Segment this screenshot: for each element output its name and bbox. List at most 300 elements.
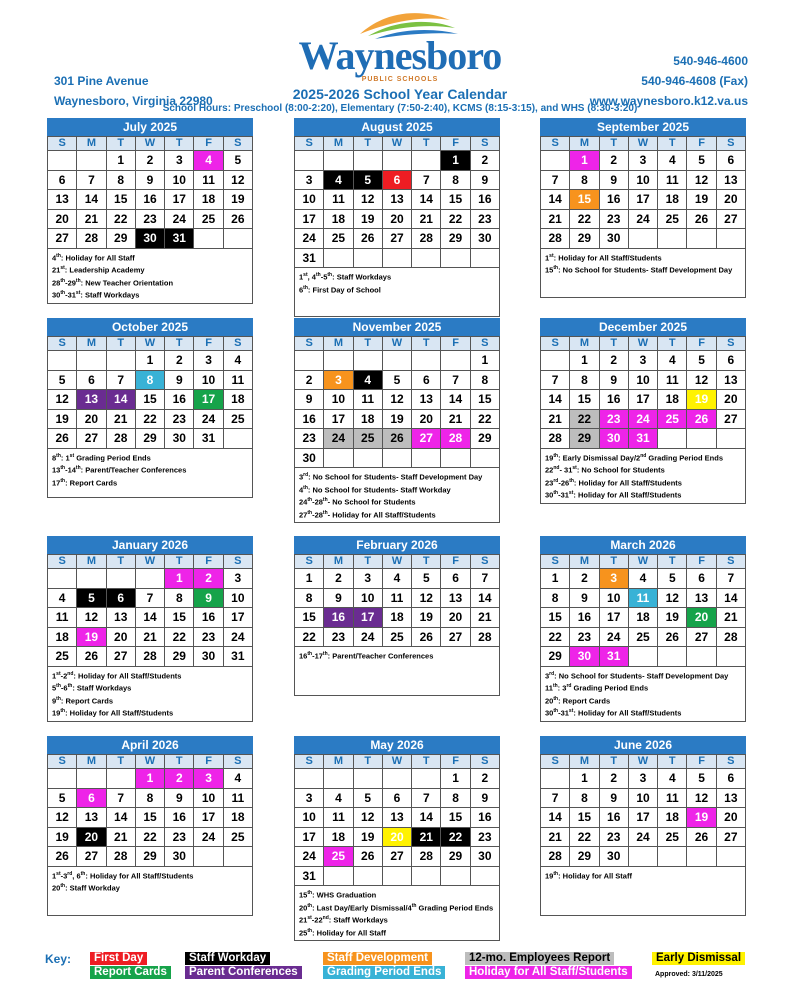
- empty-day-cell: [541, 351, 570, 371]
- day-cell: 3: [295, 789, 324, 809]
- day-cell: 6: [383, 789, 412, 809]
- day-cell: 16: [600, 190, 629, 210]
- day-cell: 20: [48, 210, 77, 230]
- note-line: 25th: Holiday for All Staff: [299, 927, 386, 937]
- weekday-header: S: [541, 337, 570, 351]
- day-cell: 31: [194, 429, 223, 449]
- day-cell: 11: [324, 190, 353, 210]
- fax: 540-946-4608 (Fax): [641, 74, 748, 88]
- district-logo: [290, 6, 510, 82]
- month-october-2025: [47, 318, 253, 498]
- weekday-header: M: [570, 337, 599, 351]
- month-january-2026: [47, 536, 253, 722]
- day-cell: 18: [658, 190, 687, 210]
- empty-day-cell: [354, 867, 383, 887]
- day-cell: 24: [194, 410, 223, 430]
- note-line: 16th-17th: Parent/Teacher Conferences: [299, 651, 434, 661]
- empty-day-cell: [295, 151, 324, 171]
- empty-day-cell: [629, 229, 658, 249]
- day-cell: 7: [541, 171, 570, 191]
- day-cell: 21: [541, 410, 570, 430]
- day-cell: 16: [570, 608, 599, 628]
- month-title: December 2025: [540, 318, 746, 336]
- note-line: 19th: Holiday for All Staff: [545, 870, 632, 880]
- day-cell: 22: [136, 828, 165, 848]
- key-employees-report: 12-mo. Employees Report: [465, 952, 614, 965]
- day-cell: 24: [324, 429, 353, 449]
- day-cell: 24: [224, 628, 253, 648]
- day-cell: 23: [471, 210, 500, 230]
- weekday-header: T: [165, 755, 194, 769]
- weekday-header: T: [107, 555, 136, 569]
- day-cell: 11: [48, 608, 77, 628]
- day-cell: 5: [48, 789, 77, 809]
- day-cell: 30: [600, 429, 629, 449]
- school-hours: School Hours: Preschool (8:00-2:20), Elementary (7:50-2:40), KCMS (8:15-3:15), and WHS (8:30-3:20): [162, 103, 638, 114]
- note-line: 15th: WHS Graduation: [299, 890, 377, 900]
- day-cell: 31: [165, 229, 194, 249]
- day-cell: 17: [194, 808, 223, 828]
- day-cell: 19: [687, 390, 716, 410]
- day-cell: 26: [48, 429, 77, 449]
- day-cell: 22: [136, 410, 165, 430]
- empty-day-cell: [412, 249, 441, 269]
- month-september-2025: [540, 118, 746, 298]
- empty-day-cell: [383, 867, 412, 887]
- note-line: 9th: Report Cards: [52, 695, 113, 705]
- phone: 540-946-4600: [673, 54, 748, 68]
- day-cell: 2: [600, 351, 629, 371]
- day-cell: 12: [412, 589, 441, 609]
- weekday-header: T: [354, 137, 383, 151]
- day-cell: 11: [194, 171, 223, 191]
- day-cell: 13: [383, 808, 412, 828]
- empty-day-cell: [295, 351, 324, 371]
- day-cell: 28: [441, 429, 470, 449]
- day-cell: 7: [541, 789, 570, 809]
- day-cell: 3: [324, 371, 353, 391]
- day-cell: 27: [687, 628, 716, 648]
- day-cell: 15: [570, 390, 599, 410]
- day-cell: 10: [295, 808, 324, 828]
- day-cell: 10: [194, 371, 223, 391]
- day-cell: 4: [658, 769, 687, 789]
- weekday-header: F: [194, 337, 223, 351]
- day-cell: 30: [136, 229, 165, 249]
- month-july-2025: [47, 118, 253, 304]
- month-grid: [47, 754, 253, 867]
- day-cell: 8: [107, 171, 136, 191]
- note-line: 21st-22nd: Staff Workdays: [299, 915, 388, 925]
- day-cell: 21: [541, 828, 570, 848]
- weekday-header: T: [107, 337, 136, 351]
- day-cell: 7: [107, 371, 136, 391]
- day-cell: 21: [412, 828, 441, 848]
- day-cell: 15: [570, 808, 599, 828]
- month-notes: [540, 449, 746, 504]
- day-cell: 22: [441, 828, 470, 848]
- day-cell: 7: [471, 569, 500, 589]
- weekday-header: S: [295, 337, 324, 351]
- day-cell: 17: [295, 210, 324, 230]
- weekday-header: F: [441, 555, 470, 569]
- weekday-header: T: [412, 337, 441, 351]
- weekday-header: W: [136, 137, 165, 151]
- weekday-header: S: [295, 755, 324, 769]
- note-line: 17th: Report Cards: [52, 477, 118, 487]
- month-grid: [47, 554, 253, 667]
- empty-day-cell: [717, 429, 746, 449]
- day-cell: 8: [136, 789, 165, 809]
- day-cell: 27: [107, 647, 136, 667]
- day-cell: 1: [471, 351, 500, 371]
- day-cell: 25: [658, 210, 687, 230]
- day-cell: 4: [224, 769, 253, 789]
- month-notes: [294, 886, 500, 941]
- day-cell: 19: [48, 828, 77, 848]
- day-cell: 25: [324, 847, 353, 867]
- day-cell: 19: [354, 210, 383, 230]
- day-cell: 1: [441, 769, 470, 789]
- day-cell: 17: [629, 390, 658, 410]
- day-cell: 1: [136, 351, 165, 371]
- empty-day-cell: [541, 769, 570, 789]
- day-cell: 1: [136, 769, 165, 789]
- day-cell: 8: [570, 171, 599, 191]
- weekday-header: S: [541, 137, 570, 151]
- day-cell: 4: [224, 351, 253, 371]
- day-cell: 16: [600, 390, 629, 410]
- day-cell: 28: [412, 847, 441, 867]
- day-cell: 6: [48, 171, 77, 191]
- day-cell: 5: [687, 351, 716, 371]
- day-cell: 26: [687, 828, 716, 848]
- day-cell: 19: [77, 628, 106, 648]
- day-cell: 26: [687, 210, 716, 230]
- day-cell: 4: [383, 569, 412, 589]
- day-cell: 30: [600, 847, 629, 867]
- month-notes: [47, 667, 253, 722]
- weekday-header: W: [629, 137, 658, 151]
- weekday-header: S: [471, 337, 500, 351]
- day-cell: 22: [295, 628, 324, 648]
- note-line: 6th: First Day of School: [299, 284, 381, 294]
- note-line: 4th: Holiday for All Staff: [52, 252, 135, 262]
- day-cell: 3: [165, 151, 194, 171]
- day-cell: 15: [570, 190, 599, 210]
- day-cell: 8: [441, 789, 470, 809]
- weekday-header: T: [600, 337, 629, 351]
- day-cell: 21: [717, 608, 746, 628]
- day-cell: 18: [224, 390, 253, 410]
- day-cell: 29: [441, 229, 470, 249]
- day-cell: 26: [383, 429, 412, 449]
- day-cell: 11: [629, 589, 658, 609]
- empty-day-cell: [107, 351, 136, 371]
- weekday-header: S: [541, 755, 570, 769]
- day-cell: 29: [570, 429, 599, 449]
- day-cell: 12: [687, 371, 716, 391]
- weekday-header: T: [412, 137, 441, 151]
- key-grading-period-ends: Grading Period Ends: [323, 966, 445, 979]
- day-cell: 23: [136, 210, 165, 230]
- day-cell: 15: [441, 808, 470, 828]
- day-cell: 29: [165, 647, 194, 667]
- day-cell: 3: [600, 569, 629, 589]
- note-line: 3rd: No School for Students- Staff Development Day: [299, 472, 483, 482]
- day-cell: 13: [717, 371, 746, 391]
- day-cell: 6: [717, 351, 746, 371]
- day-cell: 28: [471, 628, 500, 648]
- day-cell: 20: [441, 608, 470, 628]
- month-grid: [540, 754, 746, 867]
- empty-day-cell: [48, 351, 77, 371]
- empty-day-cell: [354, 449, 383, 469]
- month-grid: [294, 336, 500, 468]
- weekday-header: M: [570, 555, 599, 569]
- empty-day-cell: [658, 647, 687, 667]
- day-cell: 20: [77, 410, 106, 430]
- empty-day-cell: [194, 847, 223, 867]
- weekday-header: T: [600, 755, 629, 769]
- day-cell: 7: [107, 789, 136, 809]
- day-cell: 25: [658, 828, 687, 848]
- weekday-header: T: [412, 555, 441, 569]
- day-cell: 9: [471, 171, 500, 191]
- month-title: May 2026: [294, 736, 500, 754]
- day-cell: 31: [295, 867, 324, 887]
- day-cell: 14: [541, 390, 570, 410]
- day-cell: 5: [354, 171, 383, 191]
- empty-day-cell: [324, 769, 353, 789]
- day-cell: 12: [354, 808, 383, 828]
- weekday-header: S: [295, 137, 324, 151]
- day-cell: 27: [717, 210, 746, 230]
- month-grid: [294, 554, 500, 647]
- day-cell: 10: [354, 589, 383, 609]
- day-cell: 27: [383, 847, 412, 867]
- day-cell: 20: [717, 190, 746, 210]
- day-cell: 14: [717, 589, 746, 609]
- month-november-2025: [294, 318, 500, 523]
- day-cell: 3: [295, 171, 324, 191]
- weekday-header: S: [48, 337, 77, 351]
- day-cell: 19: [48, 410, 77, 430]
- empty-day-cell: [658, 229, 687, 249]
- day-cell: 4: [48, 589, 77, 609]
- day-cell: 11: [658, 789, 687, 809]
- weekday-header: S: [295, 555, 324, 569]
- day-cell: 13: [687, 589, 716, 609]
- day-cell: 25: [224, 828, 253, 848]
- day-cell: 26: [412, 628, 441, 648]
- day-cell: 14: [541, 808, 570, 828]
- weekday-header: T: [600, 555, 629, 569]
- day-cell: 10: [629, 371, 658, 391]
- day-cell: 21: [107, 828, 136, 848]
- day-cell: 23: [324, 628, 353, 648]
- day-cell: 21: [412, 210, 441, 230]
- month-grid: [540, 336, 746, 449]
- day-cell: 31: [295, 249, 324, 269]
- day-cell: 16: [600, 808, 629, 828]
- weekday-header: M: [324, 337, 353, 351]
- key-parent-conferences: Parent Conferences: [185, 966, 302, 979]
- day-cell: 11: [383, 589, 412, 609]
- month-title: October 2025: [47, 318, 253, 336]
- day-cell: 29: [570, 229, 599, 249]
- weekday-header: F: [441, 137, 470, 151]
- day-cell: 15: [295, 608, 324, 628]
- day-cell: 29: [570, 847, 599, 867]
- empty-day-cell: [441, 249, 470, 269]
- empty-day-cell: [48, 569, 77, 589]
- day-cell: 30: [570, 647, 599, 667]
- weekday-header: W: [383, 137, 412, 151]
- day-cell: 9: [600, 171, 629, 191]
- day-cell: 14: [541, 190, 570, 210]
- empty-day-cell: [383, 769, 412, 789]
- day-cell: 12: [687, 789, 716, 809]
- website[interactable]: www.waynesboro.k12.va.us: [589, 94, 748, 108]
- day-cell: 21: [441, 410, 470, 430]
- month-title: September 2025: [540, 118, 746, 136]
- day-cell: 7: [717, 569, 746, 589]
- empty-day-cell: [77, 569, 106, 589]
- day-cell: 24: [354, 628, 383, 648]
- day-cell: 22: [570, 210, 599, 230]
- weekday-header: S: [717, 137, 746, 151]
- weekday-header: F: [441, 337, 470, 351]
- day-cell: 19: [658, 608, 687, 628]
- weekday-header: W: [136, 755, 165, 769]
- day-cell: 5: [412, 569, 441, 589]
- day-cell: 12: [658, 589, 687, 609]
- weekday-header: M: [77, 755, 106, 769]
- day-cell: 12: [224, 171, 253, 191]
- day-cell: 30: [165, 429, 194, 449]
- day-cell: 25: [354, 429, 383, 449]
- weekday-header: M: [324, 755, 353, 769]
- day-cell: 17: [629, 808, 658, 828]
- day-cell: 18: [383, 608, 412, 628]
- day-cell: 22: [165, 628, 194, 648]
- day-cell: 28: [77, 229, 106, 249]
- month-august-2025: [294, 118, 500, 317]
- weekday-header: T: [600, 137, 629, 151]
- month-title: April 2026: [47, 736, 253, 754]
- day-cell: 1: [441, 151, 470, 171]
- day-cell: 13: [717, 171, 746, 191]
- day-cell: 20: [412, 410, 441, 430]
- day-cell: 27: [717, 410, 746, 430]
- day-cell: 29: [541, 647, 570, 667]
- empty-day-cell: [471, 249, 500, 269]
- empty-day-cell: [354, 769, 383, 789]
- day-cell: 3: [629, 351, 658, 371]
- day-cell: 8: [570, 789, 599, 809]
- day-cell: 26: [77, 647, 106, 667]
- empty-day-cell: [629, 647, 658, 667]
- month-notes: [47, 867, 253, 916]
- address-line-1: 301 Pine Avenue: [54, 74, 149, 88]
- empty-day-cell: [658, 847, 687, 867]
- day-cell: 25: [194, 210, 223, 230]
- weekday-header: S: [471, 137, 500, 151]
- weekday-header: M: [77, 337, 106, 351]
- day-cell: 6: [77, 371, 106, 391]
- day-cell: 26: [224, 210, 253, 230]
- day-cell: 9: [165, 371, 194, 391]
- weekday-header: M: [570, 755, 599, 769]
- day-cell: 4: [658, 151, 687, 171]
- day-cell: 2: [471, 151, 500, 171]
- day-cell: 14: [471, 589, 500, 609]
- weekday-header: F: [194, 555, 223, 569]
- note-line: 21st: Leadership Academy: [52, 265, 145, 275]
- empty-day-cell: [77, 769, 106, 789]
- day-cell: 28: [717, 628, 746, 648]
- weekday-header: S: [224, 137, 253, 151]
- empty-day-cell: [441, 449, 470, 469]
- day-cell: 29: [107, 229, 136, 249]
- month-grid: [294, 136, 500, 268]
- day-cell: 18: [324, 828, 353, 848]
- weekday-header: W: [629, 337, 658, 351]
- month-title: January 2026: [47, 536, 253, 554]
- day-cell: 21: [471, 608, 500, 628]
- day-cell: 23: [600, 210, 629, 230]
- day-cell: 18: [658, 390, 687, 410]
- day-cell: 3: [629, 769, 658, 789]
- day-cell: 1: [165, 569, 194, 589]
- note-line: 30th-31st: Staff Workdays: [52, 290, 140, 300]
- day-cell: 2: [600, 769, 629, 789]
- note-line: 1st-3rd, 6th: Holiday for All Staff/Students: [52, 870, 194, 880]
- note-line: 11th: 3rd Grading Period Ends: [545, 683, 649, 693]
- day-cell: 9: [600, 371, 629, 391]
- day-cell: 16: [165, 808, 194, 828]
- day-cell: 31: [224, 647, 253, 667]
- month-title: November 2025: [294, 318, 500, 336]
- day-cell: 27: [77, 847, 106, 867]
- empty-day-cell: [383, 351, 412, 371]
- day-cell: 12: [687, 171, 716, 191]
- note-line: 30th-31st: Holiday for All Staff/Students: [545, 708, 682, 718]
- day-cell: 16: [324, 608, 353, 628]
- day-cell: 14: [412, 190, 441, 210]
- day-cell: 1: [107, 151, 136, 171]
- day-cell: 25: [224, 410, 253, 430]
- month-grid: [47, 136, 253, 249]
- calendar-title: 2025-2026 School Year Calendar: [292, 86, 508, 102]
- day-cell: 3: [354, 569, 383, 589]
- day-cell: 30: [471, 847, 500, 867]
- day-cell: 23: [600, 410, 629, 430]
- month-december-2025: [540, 318, 746, 504]
- approved-date: Approved: 3/11/2025: [655, 971, 723, 978]
- day-cell: 8: [570, 371, 599, 391]
- day-cell: 24: [629, 210, 658, 230]
- day-cell: 9: [165, 789, 194, 809]
- empty-day-cell: [224, 847, 253, 867]
- empty-day-cell: [717, 647, 746, 667]
- empty-day-cell: [324, 867, 353, 887]
- day-cell: 19: [412, 608, 441, 628]
- day-cell: 7: [412, 171, 441, 191]
- day-cell: 12: [383, 390, 412, 410]
- day-cell: 29: [441, 847, 470, 867]
